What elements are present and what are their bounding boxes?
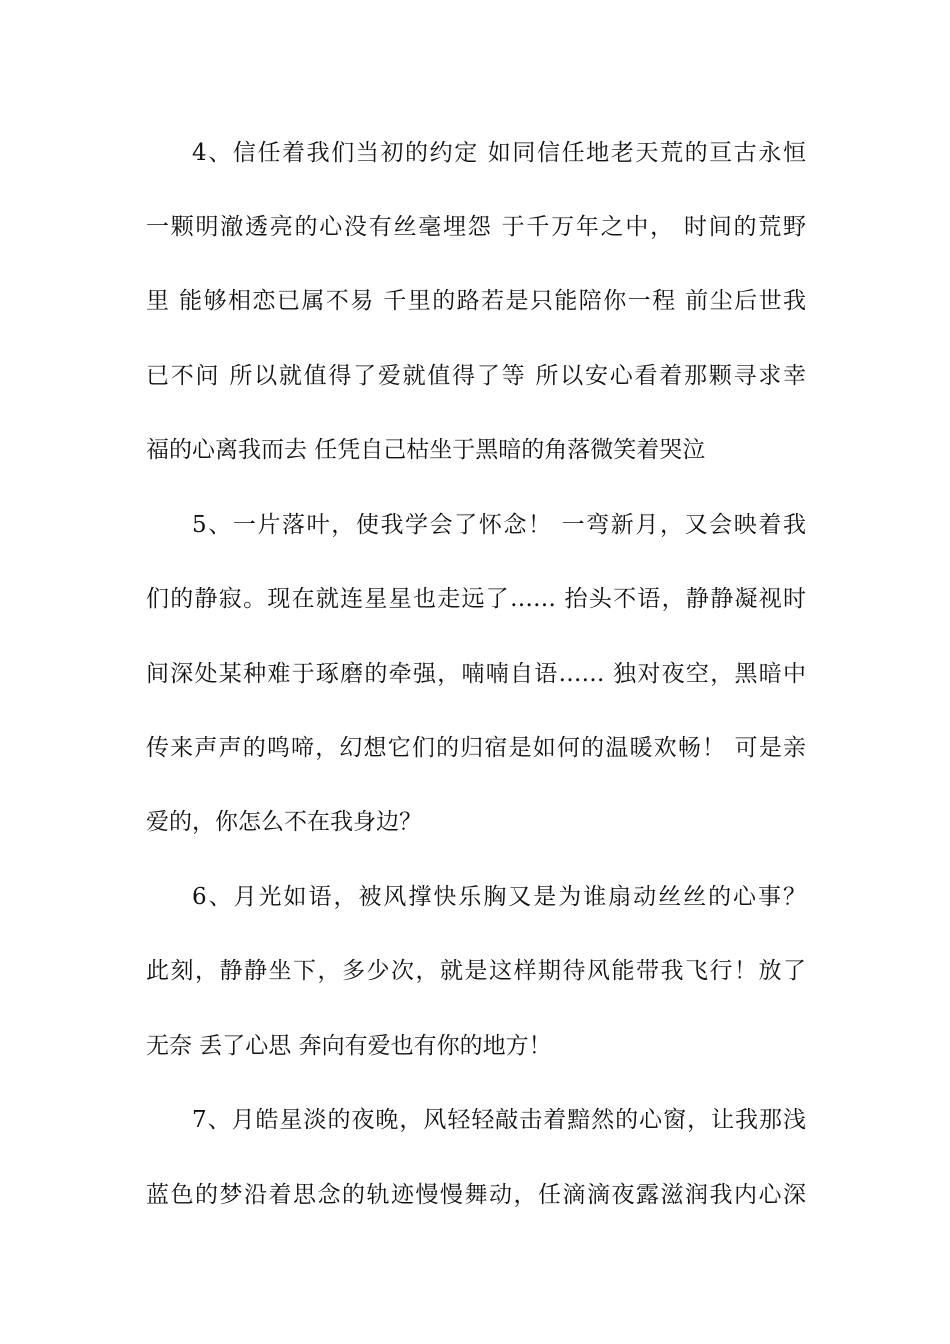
paragraph-4-line-1: 4、信任着我们当初的约定 如同信任地老天荒的亘古永恒 [192,140,806,166]
paragraph-6-line-3: 无奈 丢了心思 奔向有爱也有你的地方！ [146,1033,552,1059]
paragraph-4-line-2: 一颗明澈透亮的心没有丝毫埋怨 于千万年之中， 时间的荒野 [146,214,806,240]
paragraph-6-line-2: 此刻，静静坐下，多少次，就是这样期待风能带我飞行！放了 [146,958,806,984]
paragraph-6-line-1: 6、月光如语，被风撑快乐胸又是为谁扇动丝丝的心事？ [192,884,806,910]
paragraph-4-line-3: 里 能够相恋已属不易 千里的路若是只能陪你一程 前尘后世我 [146,288,806,314]
paragraph-5-line-3: 间深处某种难于琢磨的牵强，喃喃自语…… 独对夜空，黑暗中 [146,661,806,687]
paragraph-7-line-2: 蓝色的梦沿着思念的轨迹慢慢舞动，任滴滴夜露滋润我内心深 [146,1182,806,1208]
paragraph-5-line-4: 传来声声的鸣啼，幻想它们的归宿是如何的温暖欢畅！ 可是亲 [146,735,806,761]
paragraph-5-line-5: 爱的，你怎么不在我身边？ [146,809,422,835]
paragraph-5-line-2: 们的静寂。现在就连星星也走远了…… 抬头不语，静静凝视时 [146,586,806,612]
paragraph-4-line-4: 已不问 所以就值得了爱就值得了等 所以安心看着那颗寻求幸 [146,363,806,389]
paragraph-5-line-1: 5、一片落叶，使我学会了怀念！ 一弯新月，又会映着我 [192,512,806,538]
paragraph-7-line-1: 7、月皓星淡的夜晚，风轻轻敲击着黯然的心窗，让我那浅 [192,1107,806,1133]
paragraph-4-line-5: 福的心离我而去 任凭自己枯坐于黑暗的角落微笑着哭泣 [146,437,706,463]
